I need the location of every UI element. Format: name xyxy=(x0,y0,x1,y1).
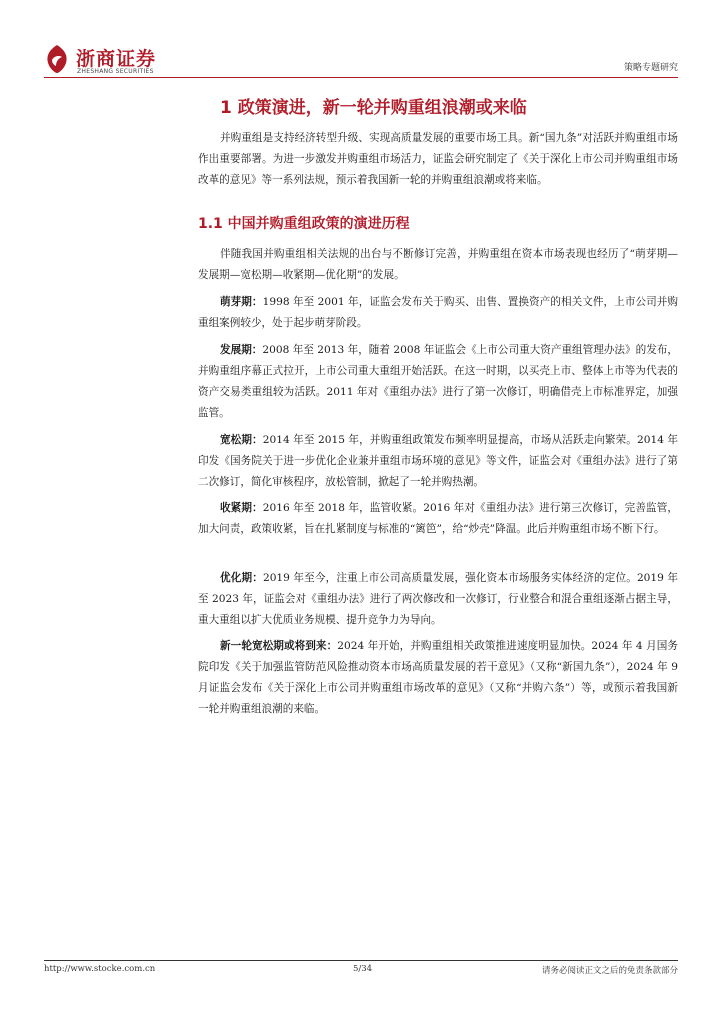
document-type: 策略专题研究 xyxy=(623,63,678,73)
brand-name-en: ZHESHANG SECURITIES xyxy=(77,68,154,75)
footer-divider xyxy=(44,960,678,961)
stage-paragraph xyxy=(198,430,678,493)
page-header xyxy=(0,0,724,80)
stage-label: 萌芽期： xyxy=(220,296,263,308)
stage-paragraph xyxy=(198,292,678,334)
stage-text: 2016 年至 2018 年，监管收紧。2016 年对《重组办法》进行第三次修订，完善监管，加大问责，政策收紧，旨在扎紧制度与标准的“篱笆”，给“炒壳”降温。此后并购重组市场不断下行。 xyxy=(198,502,678,535)
stage-text: 2024 年开始，并购重组相关政策推进速度明显加快。2024 年 4 月国务院印发《关于加强监管防范风险推动资本市场高质量发展的若干意见》（又称“新国九条”），2024 年 9 月证监会发布《关于深化上市公司并购重组市场改革的意见》（又称“并购六条”）等，或预示着我国新一轮并购重组浪潮的来临。 xyxy=(198,640,678,715)
stage-label: 收紧期： xyxy=(220,502,263,514)
stage-text: 2008 年至 2013 年，随着 2008 年证监会《上市公司重大资产重组管理办法》的发布，并购重组序幕正式拉开，上市公司重大重组开始活跃。在这一时期，以买壳上市、整体上市等为代表的资产交易类重组较为活跃。2011 年对《重组办法》进行了第一次修订，明确借壳上市标准界定，加强监管。 xyxy=(198,344,679,419)
brand-logo-icon xyxy=(44,44,70,74)
footer-url-link[interactable]: http://www.stocke.com.cn xyxy=(44,964,156,974)
stage-text: 1998 年至 2001 年，证监会发布关于购买、出售、置换资产的相关文件，上市公司并购重组案例较少，处于起步萌芽阶段。 xyxy=(198,296,679,329)
stage-text: 2014 年至 2015 年，并购重组政策发布频率明显提高，市场从活跃走向繁荣。2014 年印发《国务院关于进一步优化企业兼并重组市场环境的意见》等文件，证监会对《重组办法》进行了第二次修订，简化审核程序，放松管制，掀起了一轮并购热潮。 xyxy=(198,434,678,488)
footer-disclaimer: 请务必阅读正文之后的免责条款部分 xyxy=(541,966,678,976)
stage-label: 发展期： xyxy=(220,344,263,356)
subsection-title: 1.1 中国并购重组政策的演进历程 xyxy=(198,216,410,232)
stage-paragraph xyxy=(198,498,678,540)
brand-name: 浙商证券 xyxy=(76,48,157,70)
page-number: 5/34 xyxy=(353,964,373,974)
stage-paragraph xyxy=(198,568,678,631)
header-divider xyxy=(44,77,678,78)
stage-paragraph xyxy=(198,636,678,720)
stage-text: 2019 年至今，注重上市公司高质量发展，强化资本市场服务实体经济的定位。2019 年至 2023 年，证监会对《重组办法》进行了两次修改和一次修订，行业整合和混合重组逐渐占据主导，重大重组以扩大优质业务规模、提升竞争力为导向。 xyxy=(198,572,679,626)
subsection-intro: 伴随我国并购重组相关法规的出台与不断修订完善，并购重组在资本市场表现也经历了“萌芽期—发展期—宽松期—收紧期—优化期”的发展。 xyxy=(198,248,678,281)
section-title: 1 政策演进，新一轮并购重组浪潮或来临 xyxy=(220,98,527,118)
stage-label: 优化期： xyxy=(220,572,263,584)
section-intro: 并购重组是支持经济转型升级、实现高质量发展的重要市场工具。新“国九条”对活跃并购重组市场作出重要部署。为进一步激发并购重组市场活力，证监会研究制定了《关于深化上市公司并购重组市场改革的意见》等一系列法规，预示着我国新一轮的并购重组浪潮或将来临。 xyxy=(198,132,678,186)
stage-label: 新一轮宽松期或将到来： xyxy=(220,640,338,652)
stage-paragraph xyxy=(198,340,678,424)
stage-label: 宽松期： xyxy=(220,434,263,446)
